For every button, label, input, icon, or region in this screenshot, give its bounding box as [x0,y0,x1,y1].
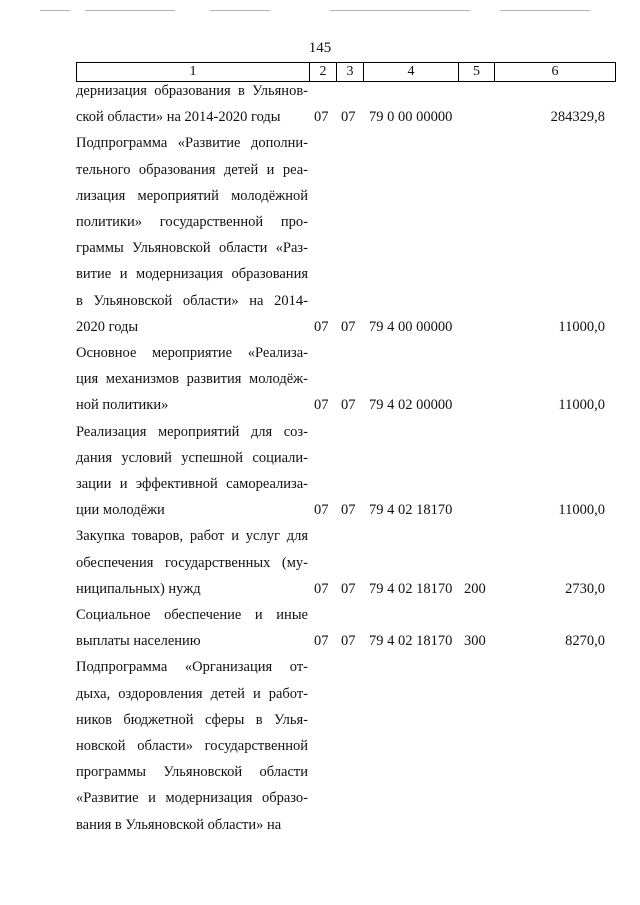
row-label-line: 2020 годы [76,318,139,335]
row-column-3-value: 07 [341,397,356,414]
row-column-5-value: 200 [464,580,486,597]
row-label-line: дыха, оздоровления детей и работ- [76,685,308,702]
row-label-line: витие и модернизация образования [76,266,308,283]
column-header-1: 1 [77,63,310,82]
row-column-4-value: 79 4 00 00000 [369,318,453,335]
row-label-line: ниципальных) нужд [76,580,201,597]
row-column-4-value: 79 0 00 00000 [369,109,453,126]
scan-artifact [500,10,590,11]
row-label-line: Закупка товаров, работ и услуг для [76,528,308,545]
row-column-2-value: 07 [314,580,329,597]
row-label-line: Подпрограмма «Организация от- [76,659,308,676]
row-label-line: ции молодёжи [76,502,165,519]
row-label-line: вания в Ульяновской области» на [76,816,282,833]
row-column-5-value: 300 [464,633,486,650]
row-label-line: «Развитие и модернизация образо- [76,790,308,807]
row-column-3-value: 07 [341,633,356,650]
row-label-line: граммы Ульяновской области «Раз- [76,240,308,257]
row-label-line: лизация мероприятий молодёжной [76,187,308,204]
scan-artifact [330,10,470,11]
column-header-4: 4 [364,63,459,82]
row-label-line: дернизация образования в Ульянов- [76,83,308,99]
row-label-line: новской области» государственной [76,738,308,754]
row-column-2-value: 07 [314,633,329,650]
row-column-6-value: 284329,8 [550,109,605,126]
row-label-line: ной политики» [76,397,169,414]
row-column-4-value: 79 4 02 18170 [369,633,453,650]
page-number: 145 [308,40,332,56]
row-column-2-value: 07 [314,109,329,126]
row-label-line: Реализация мероприятий для соз- [76,423,308,440]
column-header-row [77,63,616,82]
row-label-line: обеспечения государственных (му- [76,554,308,571]
row-label-line: ция механизмов развития молодёж- [76,371,308,388]
scan-artifact [85,10,175,11]
row-column-6-value: 11000,0 [558,502,605,519]
row-column-3-value: 07 [341,318,356,335]
row-column-2-value: 07 [314,397,329,414]
row-column-4-value: 79 4 02 18170 [369,502,453,519]
row-label-line: дания условий успешной социали- [76,449,308,466]
row-label-line: ской области» на 2014-2020 годы [76,109,281,126]
row-column-6-value: 2730,0 [565,580,605,597]
row-label-line: программы Ульяновской области [76,764,308,781]
column-header-6: 6 [495,63,616,82]
row-label-line: политики» государственной про- [76,214,308,230]
row-label-line: зации и эффективной самореализа- [76,476,308,492]
row-label-line: ников бюджетной сферы в Улья- [76,711,308,728]
column-header-5: 5 [459,63,495,82]
row-column-2-value: 07 [314,318,329,335]
row-column-4-value: 79 4 02 18170 [369,580,453,597]
row-label-line: выплаты населению [76,633,201,650]
scan-artifact [40,10,70,11]
row-column-3-value: 07 [341,109,356,126]
row-column-3-value: 07 [341,502,356,519]
row-label-line: тельного образования детей и реа- [76,161,308,178]
row-label-line: в Ульяновской области» на 2014- [76,292,308,309]
row-column-6-value: 8270,0 [565,633,605,650]
row-label-line: Основное мероприятие «Реализа- [76,345,308,361]
column-header-3: 3 [337,63,364,82]
column-header-table [76,62,616,82]
row-column-2-value: 07 [314,502,329,519]
row-label-line: Социальное обеспечение и иные [76,607,308,623]
row-column-3-value: 07 [341,580,356,597]
row-column-6-value: 11000,0 [558,397,605,414]
row-label-line: Подпрограмма «Развитие дополни- [76,135,308,152]
row-column-4-value: 79 4 02 00000 [369,397,453,414]
scan-artifact [210,10,270,11]
row-column-6-value: 11000,0 [558,318,605,335]
column-header-2: 2 [310,63,337,82]
